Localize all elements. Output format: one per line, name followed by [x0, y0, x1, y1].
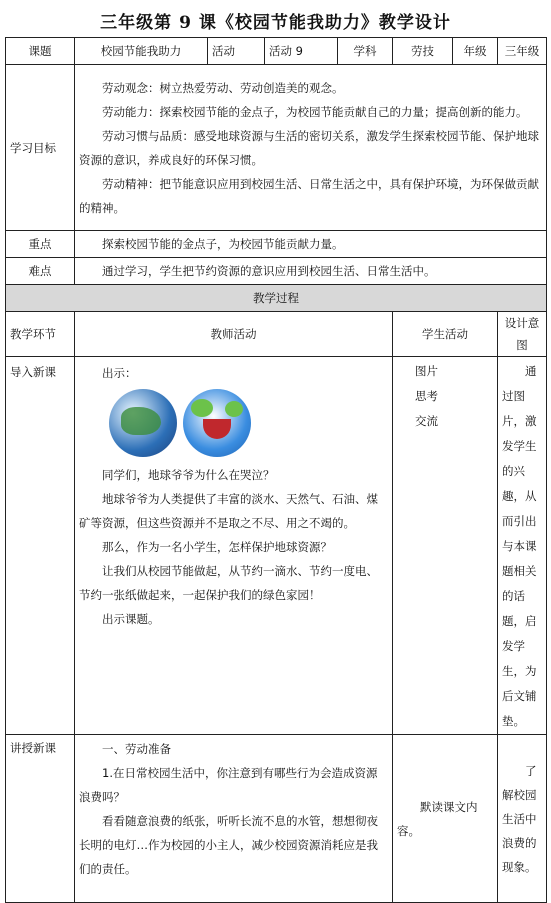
- lecture-intent-text: 了解校园生活中浪费的现象。: [502, 763, 537, 874]
- lecture-row: [6, 735, 547, 903]
- activity-value: 活动 9: [265, 38, 338, 65]
- process-title: 教学过程: [6, 285, 547, 312]
- discipline-value: 劳技: [393, 38, 453, 65]
- col-header-stage: 教学环节: [6, 312, 75, 357]
- process-band-row: [6, 285, 547, 312]
- objectives-row: [6, 65, 547, 231]
- activity-label: 活动: [208, 38, 265, 65]
- lecture-student: [393, 735, 498, 903]
- intro-paragraph: 地球爷爷为人类提供了丰富的淡水、天然气、石油、煤矿等资源，但这些资源并不是取之不尽、用之不竭的。: [79, 492, 378, 530]
- objective-item: 劳动能力：探索校园节能的金点子，为校园节能贡献自己的力量；提高创新的能力。: [102, 104, 528, 119]
- lecture-paragraph: 看看随意浪费的纸张，听听长流不息的水管，想想彻夜长明的电灯…作为校园的小主人，减少校园资源消耗应是我们的责任。: [79, 814, 378, 876]
- difficulty-label: 难点: [6, 258, 75, 285]
- show-label: 出示：: [102, 366, 137, 380]
- difficulty-text: 通过学习，学生把节约资源的意识应用到校园生活、日常生活中。: [102, 264, 436, 278]
- intro-paragraph: 让我们从校园节能做起，从节约一滴水、节约一度电、节约一张纸做起来，一起保护我们的绿色家园！: [79, 564, 378, 602]
- focus-label: 重点: [6, 231, 75, 258]
- grade-value: 三年级: [498, 38, 547, 65]
- intro-paragraph: 出示课题。: [102, 612, 160, 626]
- objectives-content: [75, 65, 547, 231]
- focus-row: [6, 231, 547, 258]
- earth-globe-image: [109, 389, 177, 457]
- objective-item: 劳动观念：树立热爱劳动、劳动创造美的观念。: [102, 80, 344, 95]
- lecture-heading: 一、劳动准备: [102, 742, 171, 756]
- header-row: [6, 38, 547, 65]
- crying-earth-image: [183, 389, 251, 457]
- student-activity: 图片: [415, 364, 438, 378]
- focus-text: 探索校园节能的金点子，为校园节能贡献力量。: [102, 237, 344, 251]
- lesson-plan-table: [5, 37, 547, 903]
- earth-images: [109, 389, 388, 457]
- intro-student: [393, 357, 498, 735]
- lecture-teacher: [75, 735, 393, 903]
- difficulty-content: [75, 258, 547, 285]
- intro-intent: [498, 357, 547, 735]
- document-title: 三年级第 9 课《校园节能我助力》教学设计: [100, 13, 451, 33]
- lecture-intent: [498, 735, 547, 903]
- objective-item: 劳动精神：把节能意识应用到校园生活、日常生活之中，具有保护环境，为环保做贡献的精神。: [79, 176, 539, 215]
- col-header-teacher: 教师活动: [75, 312, 393, 357]
- intent-text: 通过图片，激发学生的兴趣，从而引出与本课题相关的话题，启发学生，为后文铺垫。: [502, 364, 537, 728]
- intro-paragraph: 那么，作为一名小学生，怎样保护地球资源？: [102, 540, 332, 554]
- objective-item: 劳动习惯与品质：感受地球资源与生活的密切关系，激发学生探索校园节能、保护地球资源的意识，养成良好的环保习惯。: [79, 128, 539, 167]
- intro-row: [6, 357, 547, 735]
- lecture-paragraph: 1.在日常校园生活中，你注意到有哪些行为会造成资源浪费吗？: [79, 766, 378, 804]
- difficulty-row: [6, 258, 547, 285]
- process-header-row: [6, 312, 547, 357]
- intro-paragraph: 同学们，地球爷爷为什么在哭泣？: [102, 468, 275, 482]
- lecture-student-text: 默读课文内容。: [397, 799, 478, 838]
- col-header-student: 学生活动: [393, 312, 498, 357]
- col-header-intent: 设计意图: [498, 312, 547, 357]
- student-activity: 思考: [415, 389, 438, 403]
- focus-content: [75, 231, 547, 258]
- grade-label: 年级: [453, 38, 498, 65]
- discipline-label: 学科: [338, 38, 393, 65]
- objectives-label: 学习目标: [6, 65, 75, 231]
- intro-stage: 导入新课: [6, 357, 75, 735]
- lecture-stage: 讲授新课: [6, 735, 75, 903]
- subject-value: 校园节能我助力: [75, 38, 208, 65]
- subject-label: 课题: [6, 38, 75, 65]
- student-activity: 交流: [415, 414, 438, 428]
- intro-teacher: [75, 357, 393, 735]
